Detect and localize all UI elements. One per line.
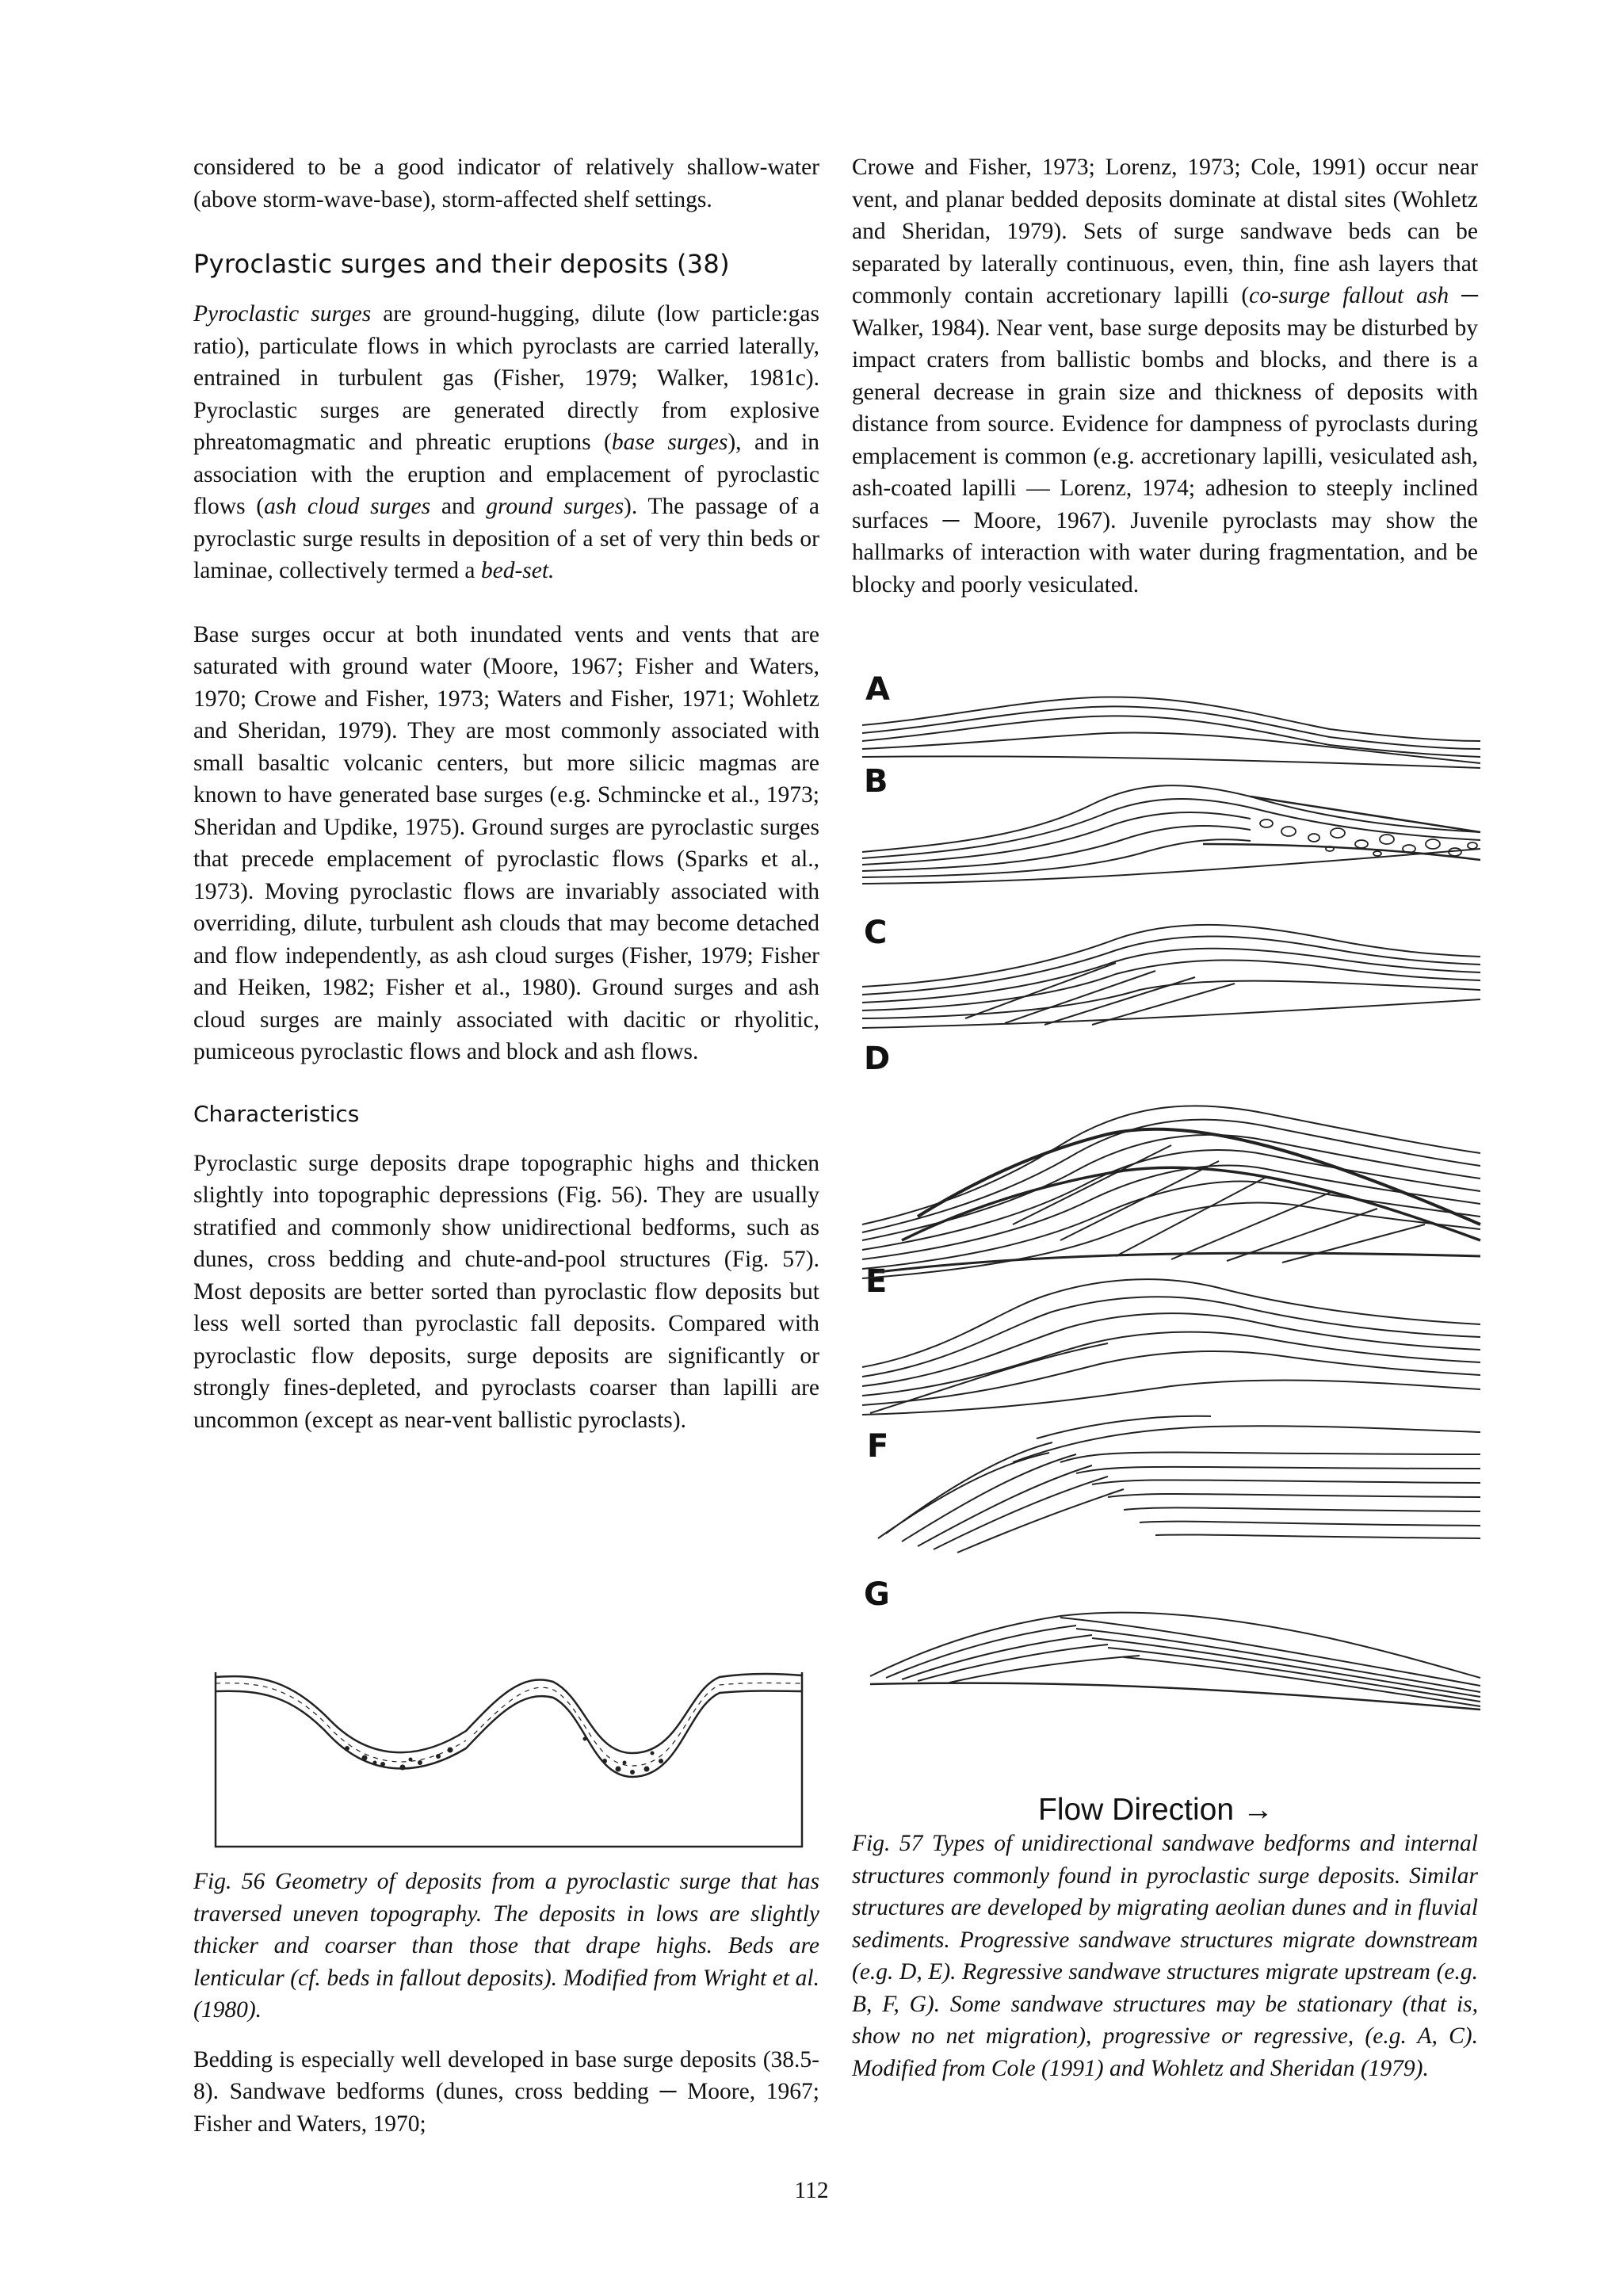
left-column-lower (193, 1866, 819, 2140)
panel-label-f: F (867, 1428, 889, 1465)
fig56-lamina-1 (216, 1683, 466, 1762)
panel-f-bedform (878, 1416, 1480, 1553)
panel-label-c: C (864, 915, 888, 951)
panel-e-bedform (862, 1279, 1480, 1415)
page-number: 112 (794, 2178, 829, 2203)
left-column (193, 151, 819, 1436)
paragraph-characteristics: Pyroclastic surge deposits drape topographic highs and thicken slightly into topographic depressions (Fig. 56). They are usually stratified and commonly show unidirectional bedforms, such as dunes, cross bedding and chute-and-pool structures (Fig. 57). Most deposits are better sorted than pyroclastic flow deposits but less well sorted than pyroclastic fall deposits. Compared with pyroclastic flow deposits, surge deposits are significantly or strongly fines-depleted, and pyroclasts coarser than lapilli are uncommon (except as near-vent ballistic pyroclasts). (193, 1150, 819, 1433)
panel-label-e: E (865, 1263, 888, 1300)
panel-a-bedform (862, 697, 1480, 768)
panel-label-g: G (864, 1576, 890, 1613)
panel-d-bedform (862, 1106, 1480, 1278)
figure-57-caption: Fig. 57 Types of unidirectional sandwave bedforms and internal structures commonly found in pyroclastic surge deposits. Similar structures are developed by migrating aeolian dunes and in fluvial sediments. Progressive sandwave structures migrate downstream (e.g. D, E). Regressive sandwave structures migrate upstream (e.g. B, F, G). Some sandwave structures may be stationary (that is, show no net migration), progressive or regressive, (e.g. A, C). Modified from Cole (1991) and Wohletz and Sheridan (1979). (852, 1831, 1478, 2081)
panel-c-bedform (862, 925, 1480, 1028)
fig56-base-surface (216, 1691, 802, 1778)
paragraph-base-surges: Base surges occur at both inundated vents and vents that are saturated with ground water (Moore, 1967; Fisher and Waters, 1970; Crowe and Fisher, 1973; Waters and Fisher, 1971; Wohletz and Sheridan, 1979). They are most commonly associated with small basaltic volcanic centers, but more silicic magmas are known to have generated base surges (e.g. Schmincke et al., 1973; Sheridan and Updike, 1975). Ground surges are pyroclastic surges that precede emplacement of pyroclastic flows (Sparks et al., 1973). Moving pyroclastic flows are invariably associated with overriding, dilute, turbulent ash clouds that may become detached and flow independently, as ash cloud surges (Fisher, 1979; Fisher and Heiken, 1982; Fisher et al., 1980). Ground surges and ash cloud surges are mainly associated with dacitic or rhyolitic, pumiceous pyroclastic flows and block and ash flows. (193, 621, 819, 1064)
figure-57-diagram (854, 670, 1482, 1787)
flow-direction-label: Flow Direction → (1038, 1793, 1274, 1827)
figure-56-diagram (212, 1666, 805, 1850)
paragraph-sandwave-beds: Crowe and Fisher, 1973; Lorenz, 1973; Cole, 1991) occur near vent, and planar bedded deposits dominate at distal sites (Wohletz and Sheridan, 1979). Sets of surge sandwave beds can be separated by laterally continuous, even, thin, fine ash layers that commonly contain accretionary lapilli (co-surge fallout ash ─ Walker, 1984). Near vent, base surge deposits may be disturbed by impact craters from ballistic bombs and blocks, and there is a general decrease in grain size and thickness of deposits with distance from source. Evidence for dampness of pyroclasts during emplacement is common (e.g. accretionary lapilli, vesiculated ash, ash-coated lapilli — Lorenz, 1974; adhesion to steeply inclined surfaces ─ Moore, 1967). Juvenile pyroclasts may show the hallmarks of interaction with water during fragmentation, and be blocky and poorly vesiculated. (852, 155, 1478, 598)
paragraph-pyroclastic-surges: Pyroclastic surges are ground-hugging, dilute (low particle:gas ratio), particulate flows in which pyroclasts are carried laterally, entrained in turbulent gas (Fisher, 1979; Walker, 1981c). Pyroclastic surges are generated directly from explosive phreatomagmatic and phreatic eruptions (base surges), and in association with the eruption and emplacement of pyroclastic flows (ash cloud surges and ground surges). The passage of a pyroclastic surge results in deposition of a set of very thin beds or laminae, collectively termed a bed-set. (193, 301, 819, 583)
figure-57-svg (854, 670, 1482, 1787)
term-pyroclastic-surges: Pyroclastic surges (193, 301, 372, 327)
figure-56-svg (212, 1666, 805, 1850)
right-column (852, 151, 1478, 601)
section-heading: Pyroclastic surges and their deposits (38) (193, 249, 730, 279)
panel-label-d: D (864, 1041, 891, 1077)
panel-label-b: B (864, 763, 888, 800)
intro-paragraph: considered to be a good indicator of relatively shallow-water (above storm-wave-base), storm-affected shelf settings. (193, 155, 819, 212)
panel-label-a: A (865, 671, 890, 708)
right-column-lower (852, 1828, 1478, 2084)
subsection-heading: Characteristics (193, 1100, 360, 1127)
figure-56-caption: Fig. 56 Geometry of deposits from a pyroclastic surge that has traversed uneven topography. The deposits in lows are slightly thicker and coarser than those that drape highs. Beds are lenticular (cf. beds in fallout deposits). Modified from Wright et al. (1980). (193, 1869, 819, 2023)
panel-g-bedform (870, 1613, 1480, 1710)
paragraph-bedding: Bedding is especially well developed in base surge deposits (38.5-8). Sandwave bedforms (dunes, cross bedding ─ Moore, 1967; Fisher and Waters, 1970; (193, 2046, 819, 2137)
